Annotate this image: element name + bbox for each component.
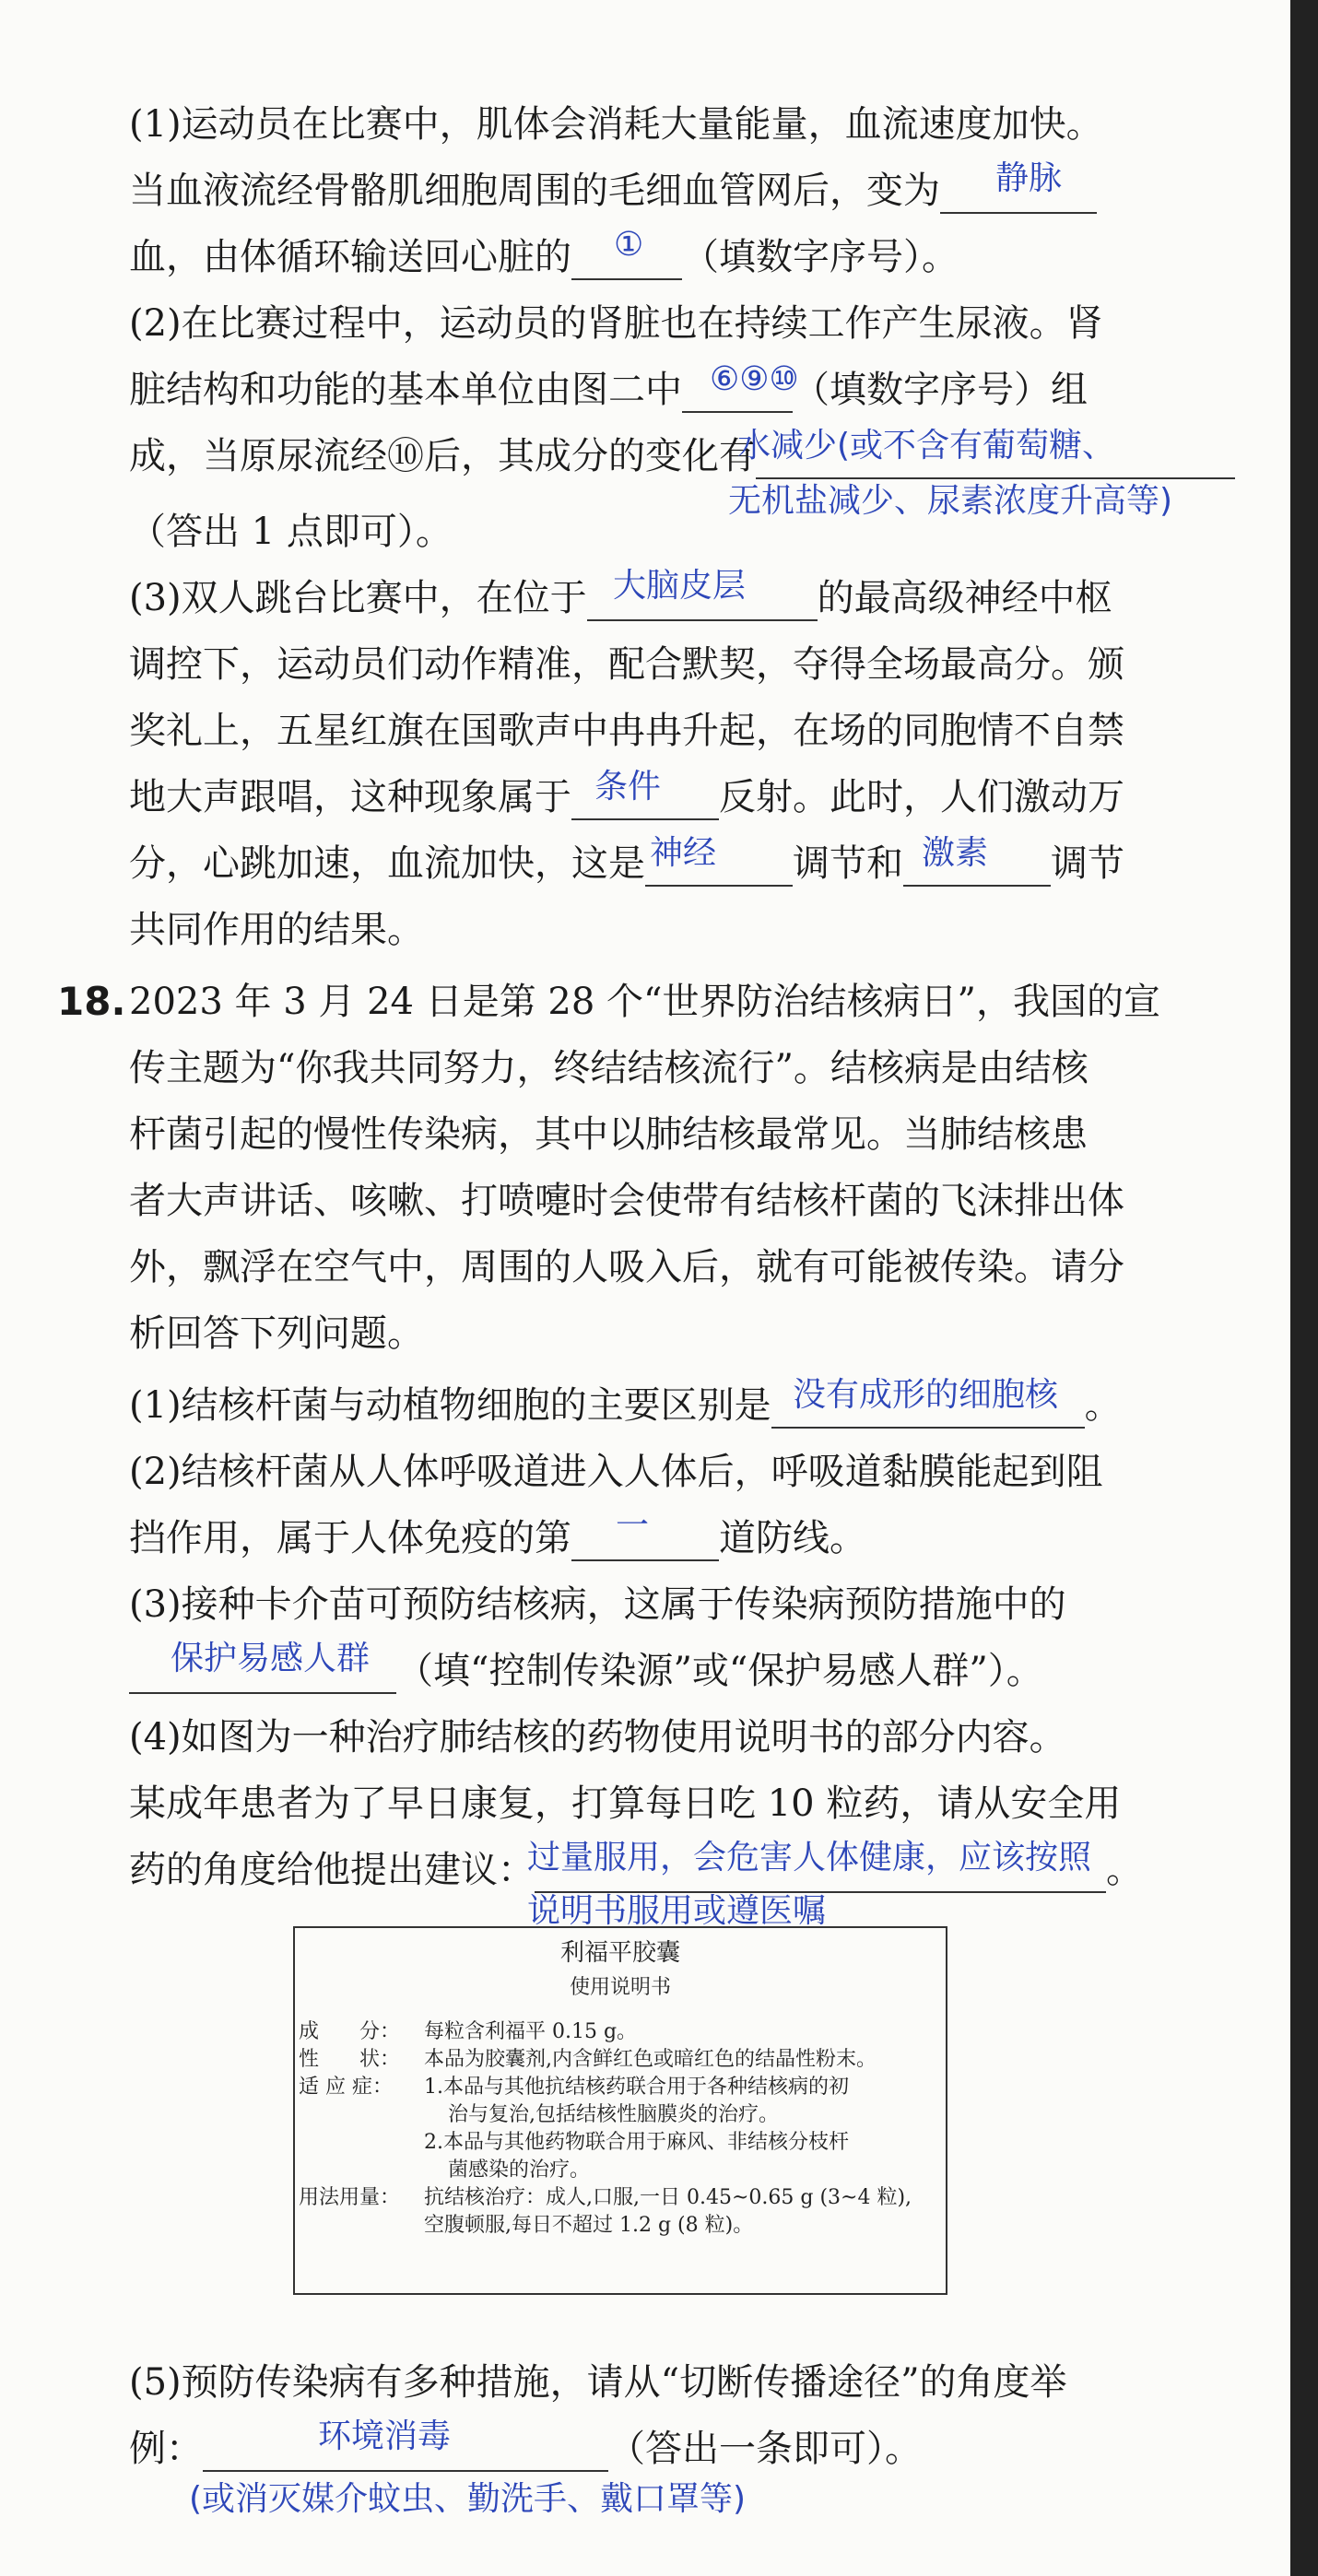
q17-answer-4a: 水减少(或不含有葡萄糖、: [737, 427, 1116, 465]
q17-part1-line1: (1)运动员在比赛中，肌体会消耗大量能量，血流速度加快。: [129, 103, 1103, 146]
q17-part3-text-d: 反射。此时，人们激动万: [719, 776, 1124, 818]
q17-part3-text-g: 调节: [1051, 842, 1124, 885]
q17-answer-3: ⑥⑨⑩: [710, 360, 799, 398]
q17-part2-line1: (2)在比赛过程中，运动员的肾脏也在持续工作产生尿液。肾: [129, 302, 1103, 345]
q18-answer-5: 环境消毒: [318, 2417, 452, 2455]
label-row: [295, 2184, 946, 2212]
label-value: 本品为胶囊剂,内含鲜红色或暗红色的结晶性粉末。: [424, 2048, 877, 2071]
q17-answer-1: 静脉: [995, 159, 1063, 197]
q18-intro-line2: 传主题为“你我共同努力，终结结核流行”。结核病是由结核: [129, 1047, 1089, 1089]
q18-answer-1: 没有成形的细胞核: [793, 1376, 1059, 1414]
q17-answer-6: 条件: [594, 768, 662, 806]
label-value: 抗结核治疗：成人,口服,一日 0.45~0.65 g (3~4 粒),: [424, 2186, 912, 2209]
q18-answer-3: 保护易感人群: [171, 1640, 371, 1677]
label-row: [295, 2129, 946, 2157]
q17-part2-text-a: 脏结构和功能的基本单位由图二中: [129, 369, 682, 411]
q18-answer-5b: (或消灭媒介蚊虫、勤洗手、戴口罩等): [189, 2480, 747, 2518]
q18-answer-2: 一: [616, 1507, 650, 1545]
label-key: 性 状：: [299, 2048, 401, 2071]
label-row: [295, 2074, 946, 2101]
q17-part3-text-c: 地大声跟唱，这种现象属于: [129, 776, 571, 818]
q17-part2-line2: [129, 367, 1088, 413]
q18-part1-text: (1)结核杆菌与动植物细胞的主要区别是: [129, 1384, 771, 1427]
q18-intro-line6: 析回答下列问题。: [129, 1312, 424, 1355]
label-row: [295, 2046, 946, 2074]
q18-part5-text-a: 例：: [129, 2428, 203, 2470]
q18-answer-4a: 过量服用，会危害人体健康，应该按照: [527, 1839, 1092, 1876]
q18-part3-text: （填“控制传染源”或“保护易感人群”）。: [396, 1650, 1043, 1692]
label-row: [295, 2157, 946, 2184]
q18-part1-end: 。: [1084, 1384, 1122, 1427]
q17-part3-line6: 共同作用的结果。: [129, 909, 424, 951]
q18-part3-line1: (3)接种卡介苗可预防结核病，这属于传染病预防措施中的: [129, 1583, 1066, 1626]
q17-part3-text-f: 调节和: [793, 842, 903, 885]
q17-part3-line3: 奖礼上，五星红旗在国歌声中冉冉升起，在场的同胞情不自禁: [129, 710, 1124, 752]
q18-part4-line2: 某成年患者为了早日康复，打算每日吃 10 粒药，请从安全用: [129, 1782, 1122, 1825]
q17-answer-7: 神经: [650, 834, 717, 872]
q18-part2-line1: (2)结核杆菌从人体呼吸道进入人体后，呼吸道黏膜能起到阻: [129, 1451, 1103, 1493]
question-number-18: 18.: [57, 979, 126, 1024]
q18-part5-line1: (5)预防传染病有多种措施，请从“切断传播途径”的角度举: [129, 2361, 1067, 2404]
q18-intro-line5: 外，飘浮在空气中，周围的人吸入后，就有可能被传染。请分: [129, 1246, 1124, 1288]
q17-answer-8: 激素: [922, 834, 989, 872]
q17-part2-text-c: 成，当原尿流经⑩后，其成分的变化有: [129, 435, 756, 477]
q17-part1-text-b: （填数字序号）。: [682, 236, 959, 278]
page-edge-bar: [1290, 0, 1318, 2576]
q17-part1-text: 当血液流经骨骼肌细胞周围的毛细血管网后，变为: [129, 170, 940, 212]
q17-answer-5: 大脑皮层: [613, 567, 747, 605]
label-key: 成 分：: [299, 2020, 401, 2043]
q17-part3-text-e: 分，心跳加速，血流加快，这是: [129, 842, 645, 885]
q17-part2-line4: （答出 1 点即可）。: [129, 511, 453, 553]
q17-part1-text-a: 血，由体循环输送回心脏的: [129, 236, 571, 278]
q18-part2-text-b: 道防线。: [719, 1517, 866, 1559]
q17-part2-text-b: （填数字序号）组: [793, 369, 1088, 411]
q18-intro-line4: 者大声讲话、咳嗽、打喷嚏时会使带有结核杆菌的飞沫排出体: [129, 1180, 1124, 1222]
label-row: [295, 2212, 946, 2240]
q17-part1-line3: [129, 234, 959, 280]
q17-part3-line2: 调控下，运动员们动作精准，配合默契，夺得全场最高分。颁: [129, 643, 1124, 686]
label-value: 治与复治,包括结核性脑膜炎的治疗。: [448, 2103, 779, 2126]
q18-part4-line1: (4)如图为一种治疗肺结核的药物使用说明书的部分内容。: [129, 1716, 1066, 1759]
label-title: 利福平胶囊: [559, 1939, 680, 1967]
q17-part3-text-a: (3)双人跳台比赛中，在位于: [129, 577, 587, 619]
q18-part4-end: 。: [1106, 1849, 1143, 1891]
q17-part1-line2: [129, 168, 1097, 214]
label-key: 用法用量：: [299, 2186, 401, 2209]
q18-part5-line2: [129, 2426, 922, 2472]
label-value: 2.本品与其他药物联合用于麻风、非结核分枝杆: [424, 2131, 849, 2154]
label-value: 每粒含利福平 0.15 g。: [424, 2020, 638, 2043]
label-row: [295, 2018, 946, 2046]
medicine-instruction-label: [293, 1926, 947, 2295]
q18-answer-4b: 说明书服用或遵医嘱: [527, 1892, 827, 1930]
q18-part2-line2: [129, 1515, 866, 1561]
q18-intro-line3: 杆菌引起的慢性传染病，其中以肺结核最常见。当肺结核患: [129, 1113, 1088, 1156]
label-row: [295, 2101, 946, 2129]
q17-part3-text-b: 的最高级神经中枢: [817, 577, 1112, 619]
q18-intro-line1: 2023 年 3 月 24 日是第 28 个“世界防治结核病日”，我国的宣: [129, 981, 1160, 1023]
label-value: 空腹顿服,每日不超过 1.2 g (8 粒)。: [424, 2214, 754, 2237]
label-subtitle: 使用说明书: [569, 1976, 671, 1999]
q17-answer-4b: 无机盐减少、尿素浓度升高等): [728, 482, 1173, 520]
label-key: 适 应 症：: [299, 2076, 393, 2099]
q18-part2-text-a: 挡作用，属于人体免疫的第: [129, 1517, 571, 1559]
label-value: 菌感染的治疗。: [448, 2158, 591, 2182]
q18-part5-text-b: （答出一条即可）。: [608, 2428, 922, 2470]
label-value: 1.本品与其他抗结核药联合用于各种结核病的初: [424, 2076, 849, 2099]
q17-answer-2: ①: [614, 226, 644, 264]
q18-part4-text: 药的角度给他提出建议：: [129, 1849, 535, 1891]
